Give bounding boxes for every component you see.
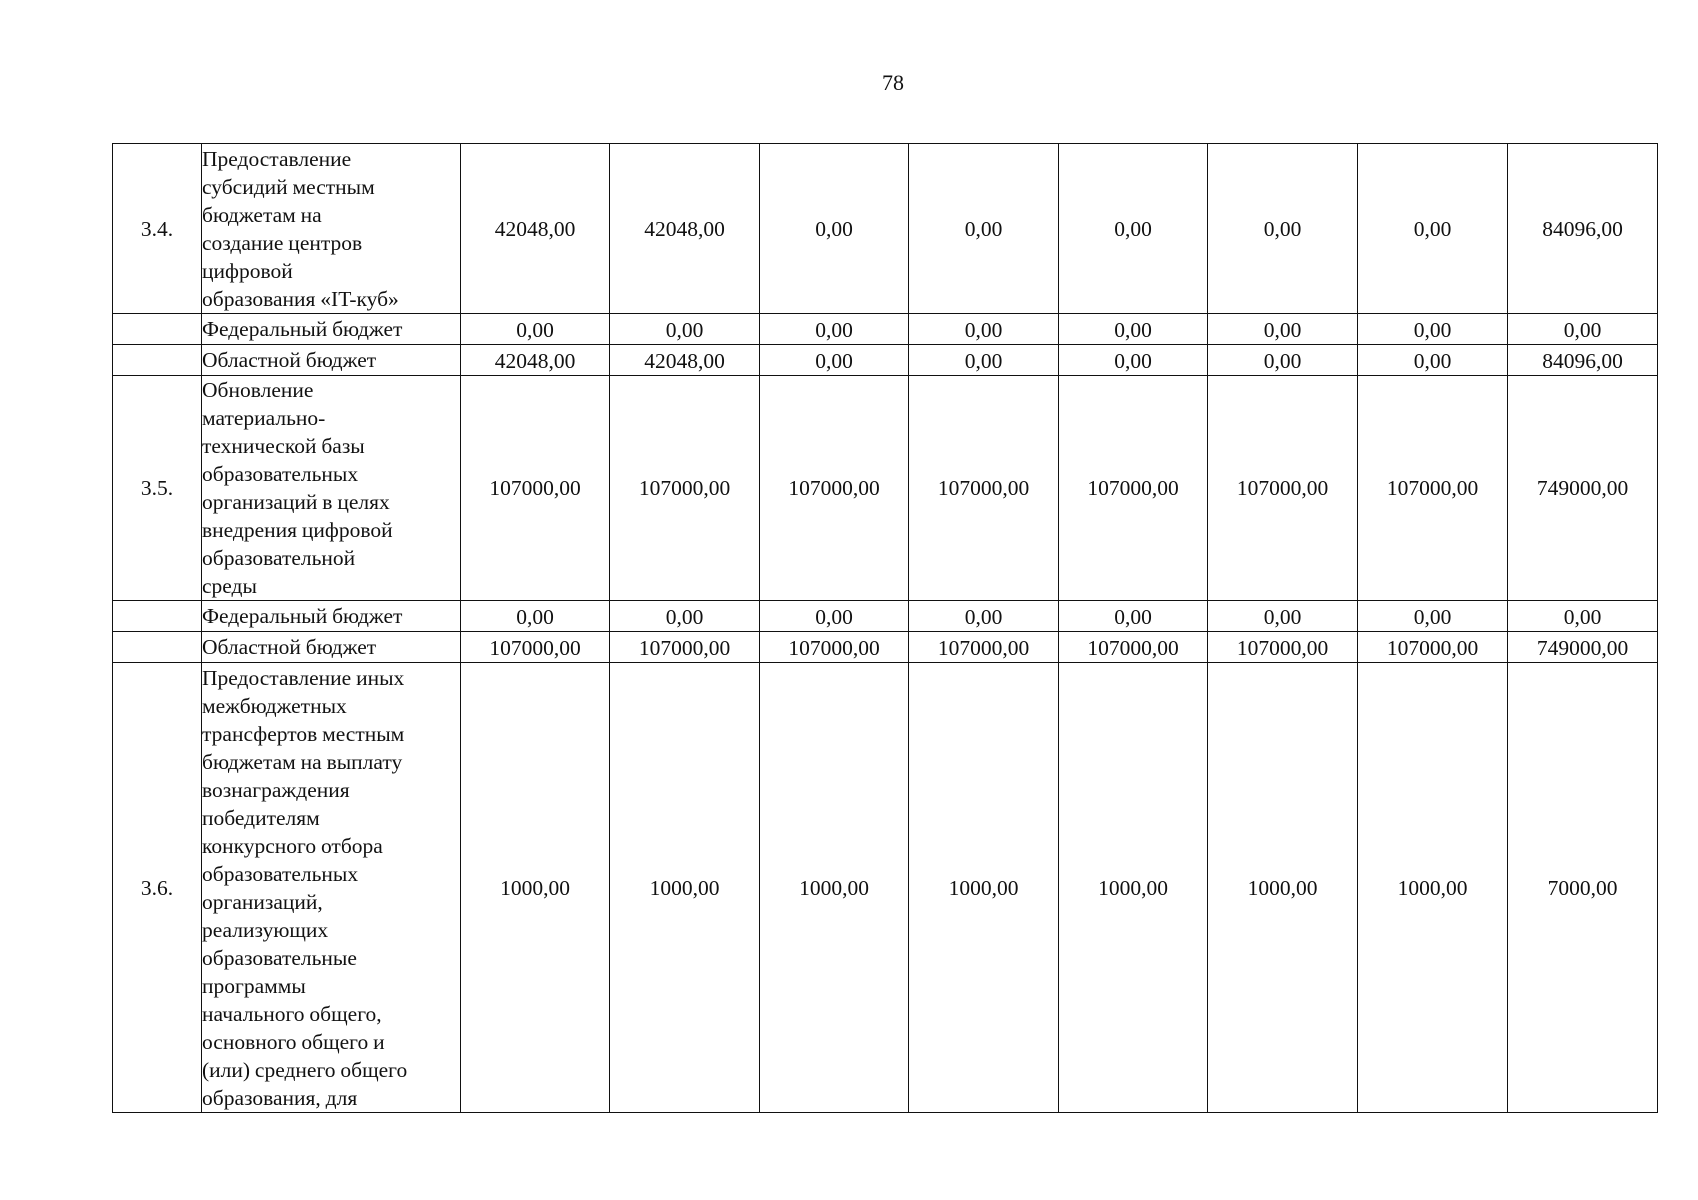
row-total-value: 0,00 <box>1508 314 1658 345</box>
year-value: 107000,00 <box>909 376 1059 601</box>
description-line: Областной бюджет <box>202 635 377 659</box>
year-value: 1000,00 <box>610 663 760 1113</box>
description-line: организаций, <box>202 889 323 914</box>
description-line: создание центров <box>202 230 363 255</box>
year-value: 0,00 <box>909 314 1059 345</box>
description-line: программы <box>202 973 306 998</box>
year-value: 107000,00 <box>909 632 1059 663</box>
year-value: 42048,00 <box>610 345 760 376</box>
description-line: образовательные <box>202 945 357 970</box>
year-value: 0,00 <box>760 144 909 314</box>
year-value: 0,00 <box>909 345 1059 376</box>
year-value: 0,00 <box>1358 314 1508 345</box>
year-value: 1000,00 <box>760 663 909 1113</box>
table-row <box>113 345 1658 376</box>
year-value: 0,00 <box>909 601 1059 632</box>
row-description <box>202 376 461 601</box>
description-line: победителям <box>202 805 320 830</box>
row-description <box>202 345 461 376</box>
row-total-value: 749000,00 <box>1508 376 1658 601</box>
year-value: 107000,00 <box>1358 632 1508 663</box>
year-value: 42048,00 <box>461 345 610 376</box>
description-line: Федеральный бюджет <box>202 317 403 341</box>
year-value: 0,00 <box>1059 345 1208 376</box>
description-line: среды <box>202 574 257 598</box>
description-line: межбюджетных <box>202 693 347 718</box>
year-value: 107000,00 <box>610 632 760 663</box>
description-line: материально- <box>202 406 326 430</box>
row-description <box>202 632 461 663</box>
description-line: Обновление <box>202 378 314 402</box>
year-value: 0,00 <box>760 601 909 632</box>
description-line: образования, для <box>202 1085 358 1110</box>
table-row <box>113 144 1658 314</box>
year-value: 1000,00 <box>1208 663 1358 1113</box>
description-line: образовательных <box>202 861 359 886</box>
year-value: 107000,00 <box>610 376 760 601</box>
year-value: 107000,00 <box>1208 632 1358 663</box>
row-description <box>202 601 461 632</box>
year-value: 0,00 <box>1208 144 1358 314</box>
row-number: 3.6. <box>113 663 202 1113</box>
description-line: Предоставление иных <box>202 665 405 690</box>
description-line: технической базы <box>202 434 365 458</box>
description-line: цифровой <box>202 258 293 283</box>
description-line: вознаграждения <box>202 777 350 802</box>
description-line: внедрения цифровой <box>202 518 393 542</box>
table-row <box>113 663 1658 1113</box>
description-line: Областной бюджет <box>202 348 377 372</box>
row-number: 3.5. <box>113 376 202 601</box>
table-row <box>113 632 1658 663</box>
table-body <box>113 144 1658 1113</box>
row-description <box>202 144 461 314</box>
description-line: организаций в целях <box>202 490 390 514</box>
description-line: субсидий местным <box>202 174 375 199</box>
year-value: 107000,00 <box>760 632 909 663</box>
year-value: 107000,00 <box>1358 376 1508 601</box>
row-total-value: 84096,00 <box>1508 345 1658 376</box>
row-number <box>113 601 202 632</box>
table-row <box>113 376 1658 601</box>
year-value: 0,00 <box>1208 314 1358 345</box>
year-value: 0,00 <box>1208 601 1358 632</box>
table-row <box>113 314 1658 345</box>
year-value: 107000,00 <box>461 632 610 663</box>
year-value: 107000,00 <box>461 376 610 601</box>
year-value: 1000,00 <box>461 663 610 1113</box>
row-description <box>202 663 461 1113</box>
year-value: 0,00 <box>1059 314 1208 345</box>
year-value: 0,00 <box>1059 601 1208 632</box>
description-line: Предоставление <box>202 146 352 171</box>
description-line: образования «IT-куб» <box>202 286 399 311</box>
row-number <box>113 345 202 376</box>
year-value: 0,00 <box>461 314 610 345</box>
description-line: образовательной <box>202 546 356 570</box>
row-total-value: 749000,00 <box>1508 632 1658 663</box>
row-number: 3.4. <box>113 144 202 314</box>
year-value: 0,00 <box>760 345 909 376</box>
year-value: 0,00 <box>461 601 610 632</box>
description-line: (или) среднего общего <box>202 1057 408 1082</box>
year-value: 0,00 <box>760 314 909 345</box>
row-description <box>202 314 461 345</box>
year-value: 107000,00 <box>1208 376 1358 601</box>
row-total-value: 7000,00 <box>1508 663 1658 1113</box>
description-line: бюджетам на <box>202 202 322 227</box>
year-value: 0,00 <box>610 314 760 345</box>
year-value: 0,00 <box>1208 345 1358 376</box>
description-line: бюджетам на выплату <box>202 749 403 774</box>
year-value: 0,00 <box>1358 144 1508 314</box>
description-line: конкурсного отбора <box>202 833 383 858</box>
year-value: 42048,00 <box>461 144 610 314</box>
year-value: 0,00 <box>909 144 1059 314</box>
row-number <box>113 632 202 663</box>
description-line: Федеральный бюджет <box>202 604 403 628</box>
description-line: начального общего, <box>202 1001 382 1026</box>
row-total-value: 84096,00 <box>1508 144 1658 314</box>
year-value: 42048,00 <box>610 144 760 314</box>
year-value: 107000,00 <box>760 376 909 601</box>
row-total-value: 0,00 <box>1508 601 1658 632</box>
description-line: реализующих <box>202 917 329 942</box>
page-number: 78 <box>882 70 904 95</box>
description-line: основного общего и <box>202 1029 385 1054</box>
year-value: 0,00 <box>1059 144 1208 314</box>
table-row <box>113 601 1658 632</box>
year-value: 1000,00 <box>909 663 1059 1113</box>
year-value: 107000,00 <box>1059 632 1208 663</box>
year-value: 1000,00 <box>1059 663 1208 1113</box>
description-line: трансфертов местным <box>202 721 405 746</box>
year-value: 1000,00 <box>1358 663 1508 1113</box>
year-value: 0,00 <box>1358 601 1508 632</box>
year-value: 107000,00 <box>1059 376 1208 601</box>
year-value: 0,00 <box>610 601 760 632</box>
row-number <box>113 314 202 345</box>
description-line: образовательных <box>202 462 359 486</box>
budget-table <box>112 143 1658 1113</box>
year-value: 0,00 <box>1358 345 1508 376</box>
